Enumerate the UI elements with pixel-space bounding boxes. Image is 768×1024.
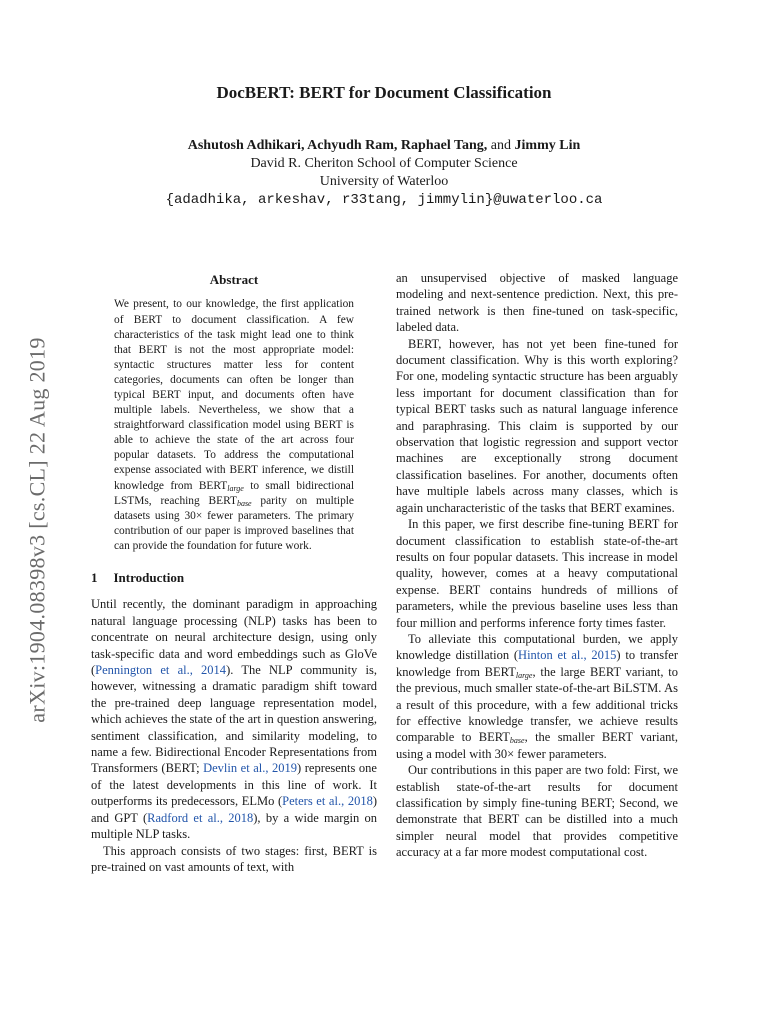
abstract-heading: Abstract — [209, 272, 259, 287]
paper-title: DocBERT: BERT for Document Classification — [216, 83, 552, 102]
intro-paragraph-4: In this paper, we first describe fine-tuning BERT for document classification to establish state-of-the-art results on four popular datasets. This increase in model quality, however, comes at a heavy computational expense. BERT contains hundreds of millions of parameters, while the previous baseline uses less than four million and performs inference forty times faster. — [396, 517, 678, 630]
author-names: Ashutosh Adhikari, Achyudh Ram, Raphael Tang, and Jimmy Lin — [187, 138, 581, 153]
intro-paragraph-continued: an unsupervised objective of masked language modeling and next-sentence prediction. Next, this pre-trained network is then fine-tuned on task-specific, labeled data. — [396, 271, 678, 335]
intro-paragraph-3: BERT, however, has not yet been fine-tuned for document classification. Why is this worth exploring? For one, modeling syntactic structure has been arguably less important for document classification than for typical BERT tasks such as natural language inference and paraphrasing. This claim is supported by our observation that logistic regression and support vector machines are exceptionally strong document classification baselines. For another, documents often have multiple labels across many classes, which is again uncharacteristic of the tasks that BERT examines. — [396, 336, 678, 515]
author-emails: {adadhika, arkeshav, r33tang, jimmylin}@uwaterloo.ca — [165, 192, 603, 208]
author-block — [0, 137, 768, 209]
abstract-text: We present, to our knowledge, the first application of BERT to document classification. A few characteristics of the task might lead one to think that BERT is not the most appropriate model: syntactic structures matter less for content categories, documents can often be longer than typical BERT input, and documents often have multiple labels. Nevertheless, we show that a straightforward classification model using BERT is able to achieve the state of the art across four popular datasets. To address the computational expense associated with BERT inference, we distill knowledge from $BERT_{large}$ to small bidirectional LSTMs, reaching $BERT_{base}$ parity on multiple datasets using 30× fewer parameters. The primary contribution of our paper is improved baselines that can provide the foundation for future work. — [114, 298, 354, 552]
arxiv-stamp — [16, 315, 60, 745]
intro-paragraph-2: This approach consists of two stages: first, BERT is pre-trained on vast amounts of text, with — [91, 843, 377, 874]
citation-link[interactable]: Hinton et al., 2015 — [518, 648, 617, 663]
citation-link[interactable]: Peters et al., 2018 — [282, 794, 373, 809]
affiliation-university: University of Waterloo — [319, 174, 449, 189]
citation-link[interactable]: Pennington et al., 2014 — [95, 663, 227, 678]
intro-paragraph-5: To alleviate this computational burden, we apply knowledge distillation (Hinton et al., 2015) to transfer knowledge from $BERT_{large}$, the large BERT variant, to the previous, much smaller state-of-the-art BiLSTM. As a result of this procedure, with a few additional tricks for effective knowledge transfer, we achieve results comparable to $BERT_{base}$, the smaller BERT variant, using a model with 30× fewer parameters. — [396, 631, 679, 761]
affiliation-school: David R. Cheriton School of Computer Science — [250, 156, 518, 171]
right-column — [396, 270, 678, 861]
citation-link[interactable]: Radford et al., 2018 — [147, 810, 254, 825]
citation-link[interactable]: Devlin et al., 2019 — [203, 761, 298, 776]
intro-paragraph-1: Until recently, the dominant paradigm in approaching natural language processing (NLP) tasks has been to concentrate on neural architecture design, using only task-specific data and word embeddings such as GloVe (Pennington et al., 2014). The NLP community is, however, witnessing a dramatic paradigm shift toward the pre-trained deep language representation model, which achieves the state of the art in question answering, sentiment classification, and similarity modeling, to name a few. Bidirectional Encoder Representations from Transformers (BERT; Devlin et al., 2019) represents one of the latest developments in this line of work. It outperforms its predecessors, ELMo (Peters et al., 2018) and GPT (Radford et al., 2018), by a wide margin on multiple NLP tasks. — [91, 597, 377, 842]
left-column — [91, 270, 377, 875]
intro-paragraph-6: Our contributions in this paper are two fold: First, we establish state-of-the-art results for document classification by simply fine-tuning BERT; Second, we demonstrate that BERT can be distilled into a much simpler neural model that provides competitive accuracy at a far more modest computational cost. — [396, 763, 678, 860]
section-heading-introduction: 1 Introduction — [91, 570, 185, 585]
arxiv-identifier[interactable]: arXiv:1904.08398v3 [cs.CL] 22 Aug 2019 — [25, 337, 50, 723]
